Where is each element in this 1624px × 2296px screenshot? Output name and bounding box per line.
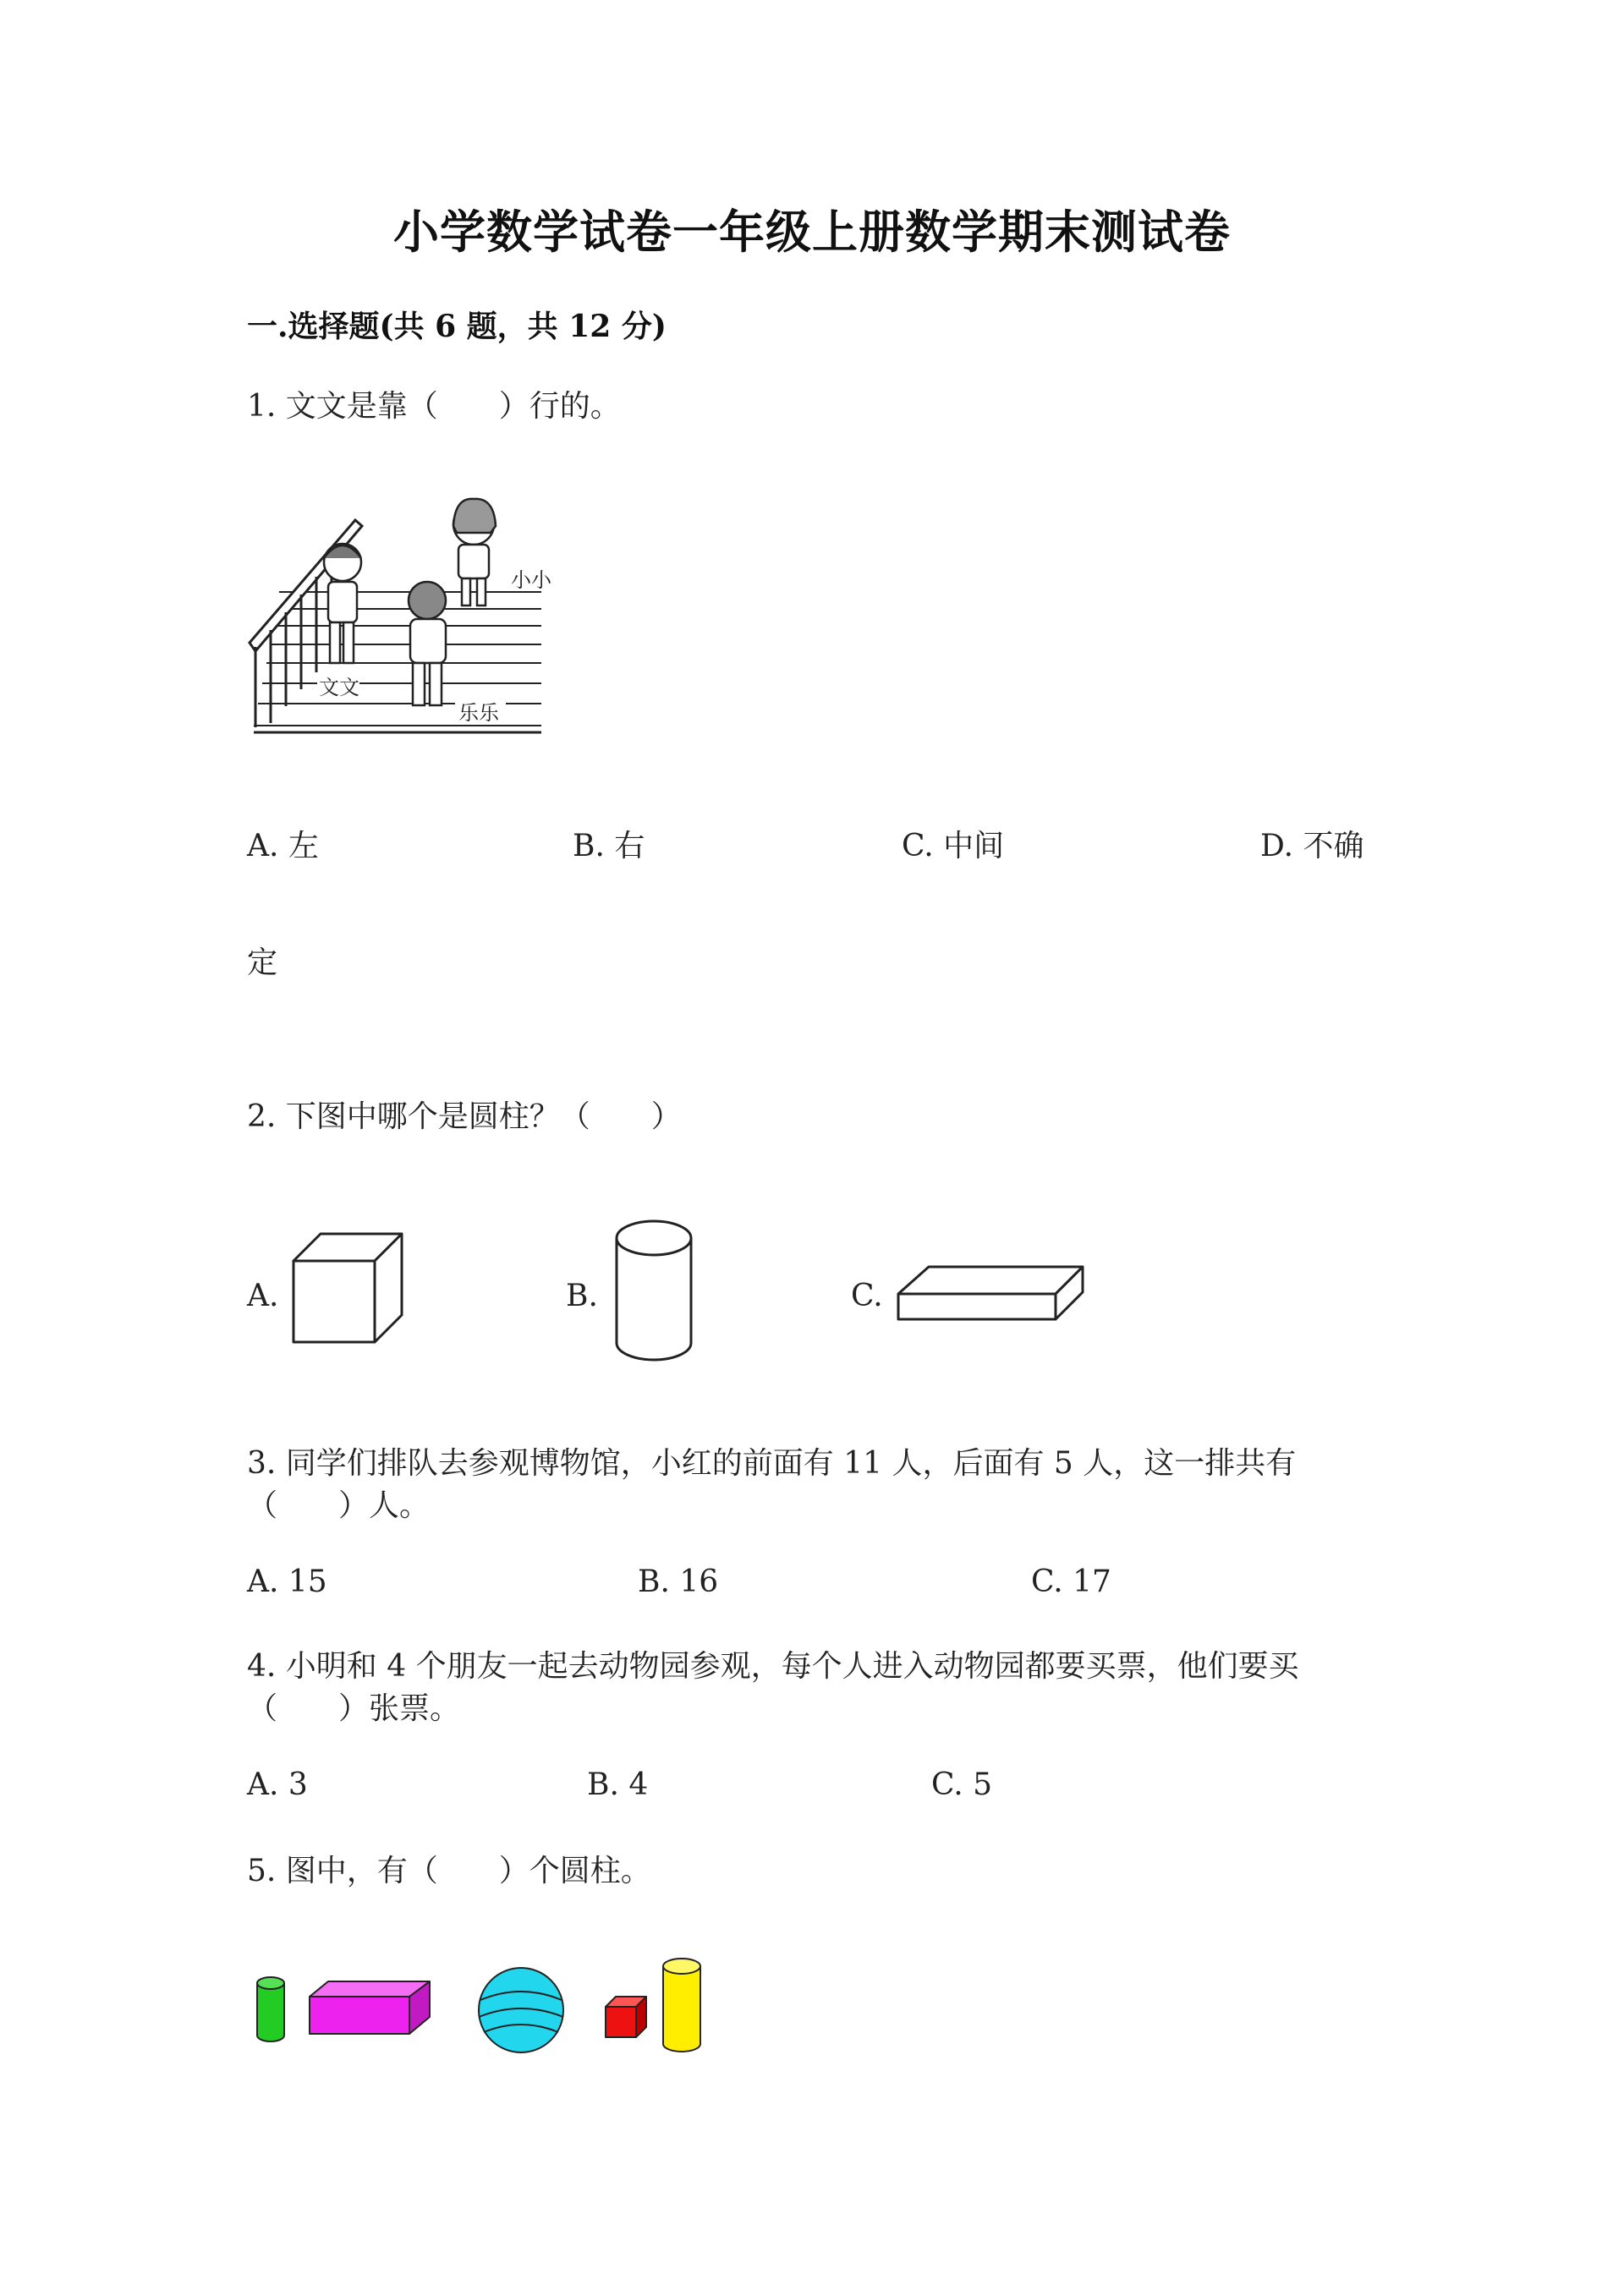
q3-option-b[interactable]: B. 16	[638, 1564, 719, 1599]
question-5-text: 5. 图中，有（ ）个圆柱。	[247, 1854, 651, 1888]
q1-option-b[interactable]: B. 右	[573, 829, 645, 863]
label-xiaoxiao: 小小	[511, 568, 551, 592]
q1-option-d-wrap: 定	[247, 945, 278, 980]
cube-icon	[290, 1229, 409, 1347]
question-4-text-line1: 4. 小明和 4 个朋友一起去动物园参观，每个人进入动物园都要买票，他们要买	[247, 1649, 1299, 1684]
cylinder-icon	[613, 1218, 698, 1363]
green-cylinder-icon	[257, 1977, 284, 2041]
yellow-cylinder-icon	[663, 1959, 700, 2052]
question-3-text-line2: （ ）人。	[247, 1488, 431, 1523]
q2-option-b[interactable]: B.	[566, 1279, 598, 1313]
shapes-figure	[250, 1949, 724, 2076]
question-2-text: 2. 下图中哪个是圆柱？（ ）	[247, 1099, 682, 1134]
cuboid-icon	[895, 1260, 1089, 1324]
q3-option-a[interactable]: A. 15	[247, 1564, 327, 1599]
q2-option-a[interactable]: A.	[247, 1279, 279, 1313]
q4-option-c[interactable]: C. 5	[931, 1767, 993, 1802]
magenta-cuboid-icon	[310, 1981, 430, 2034]
q4-option-b[interactable]: B. 4	[587, 1767, 649, 1802]
question-3-text-line1: 3. 同学们排队去参观博物馆，小红的前面有 11 人，后面有 5 人，这一排共有	[247, 1446, 1297, 1481]
q4-option-a[interactable]: A. 3	[247, 1767, 308, 1802]
label-lele: 乐乐	[458, 701, 499, 725]
red-cube-icon	[606, 1997, 646, 2037]
q1-option-c[interactable]: C. 中间	[902, 829, 1005, 863]
question-4-text-line2: （ ）张票。	[247, 1691, 461, 1726]
label-wenwen: 文文	[319, 676, 359, 699]
section-heading: 一.选择题(共 6 题，共 12 分)	[247, 309, 667, 344]
q2-option-c[interactable]: C.	[851, 1279, 883, 1313]
question-1-text: 1. 文文是靠（ ）行的。	[247, 389, 621, 424]
q1-option-a[interactable]: A. 左	[247, 829, 319, 863]
q3-option-c[interactable]: C. 17	[1031, 1564, 1111, 1599]
q1-option-d[interactable]: D. 不确	[1260, 829, 1364, 863]
page-title: 小学数学试卷一年级上册数学期末测试卷	[393, 205, 1231, 259]
stairs-illustration	[245, 482, 567, 744]
cyan-sphere-icon	[479, 1968, 563, 2052]
